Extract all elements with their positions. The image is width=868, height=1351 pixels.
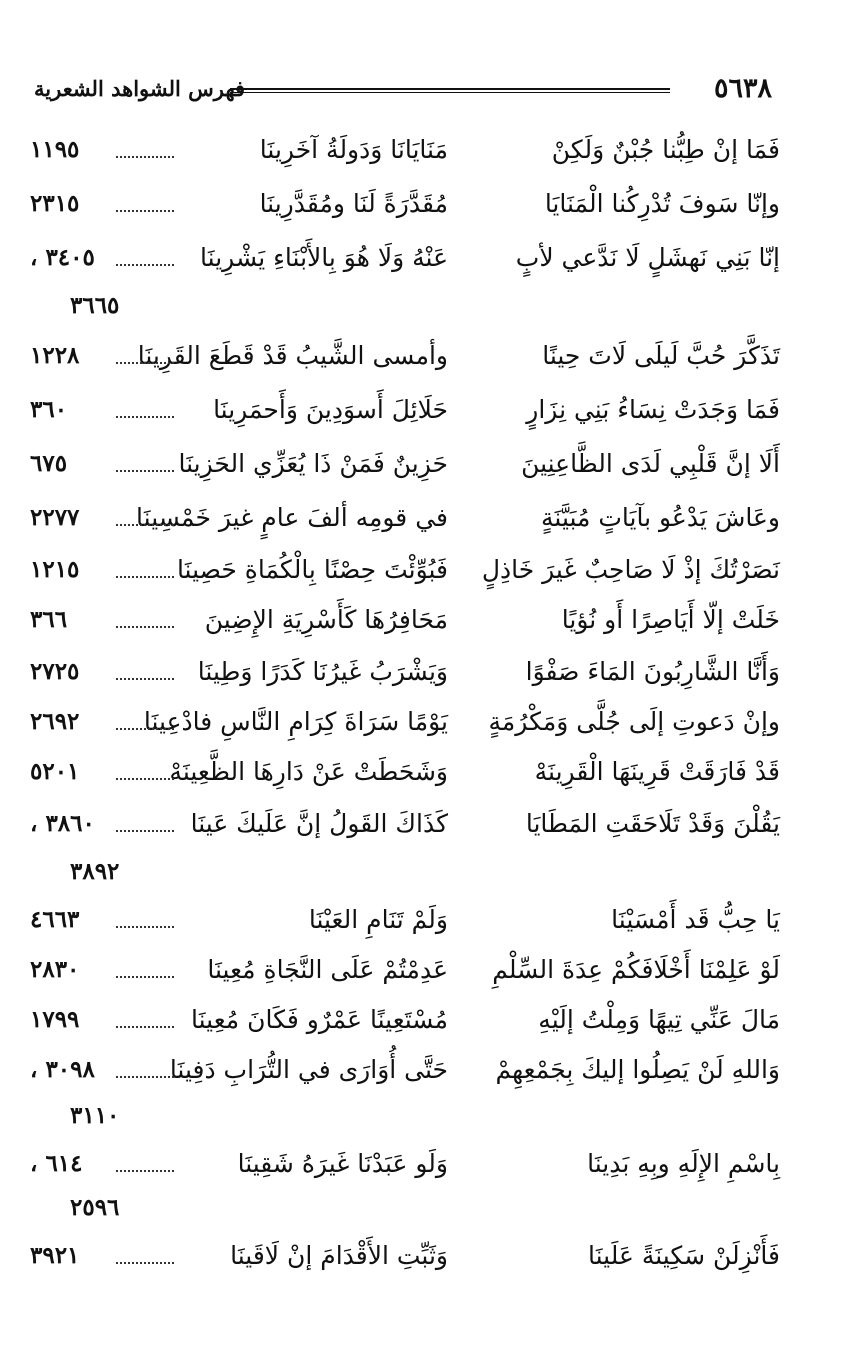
verse-entry (0, 1050, 868, 1090)
verse-first-hemistich: بِاسْمِ الإِلَهِ وبِهِ بَدِينَا (587, 1149, 780, 1178)
verse-entry (0, 130, 868, 170)
leader-dots (116, 524, 174, 526)
verse-second-hemistich: وَشَحَطَتْ عَنْ دَارِهَا الظَّعِينَهْ (169, 757, 448, 786)
verse-first-hemistich: لَوْ عَلِمْنَا أَخْلَافَكُمْ عِدَةَ السِّلْمِ (492, 955, 780, 984)
verse-first-hemistich: نَصَرْتُكَ إذْ لَا صَاحِبٌ غَيرَ خَاذِلٍ (481, 555, 780, 584)
verse-entry (0, 1144, 868, 1184)
verse-first-hemistich: وإنّا سَوفَ تُدْرِكُنا الْمَنَايَا (544, 189, 780, 218)
verse-first-hemistich: يَا حِبُّ قَد أَمْسَيْنَا (611, 905, 780, 934)
leader-dots (116, 156, 174, 158)
reference-number: ٣٨٦٠ ، (30, 810, 95, 837)
verse-second-hemistich: وأمسى الشَّيبُ قَدْ قَطَعَ القَرِينَا (137, 341, 448, 370)
leader-dots (116, 926, 174, 928)
leader-dots (116, 264, 174, 266)
reference-number: ٢٣١٥ (30, 190, 80, 217)
verse-first-hemistich: وَأَنَّا الشَّارِبُونَ المَاءَ صَفْوًا (525, 657, 780, 686)
verse-second-hemistich: كَذَاكَ القَولُ إنَّ عَلَيكَ عَينَا (190, 809, 448, 838)
leader-dots (116, 470, 174, 472)
leader-dots (116, 830, 174, 832)
reference-continuation-row (0, 852, 868, 892)
verse-second-hemistich: حَتَّى أُوَارَى في التُّرَابِ دَفِينَا (169, 1055, 448, 1084)
reference-continuation: ٣٦٦٥ (70, 292, 120, 319)
verse-first-hemistich: أَلَا إنَّ قَلْبِي لَدَى الظَّاعِنِينَ (521, 449, 780, 478)
verse-second-hemistich: وَثَبِّتِ الأَقْدَامَ إنْ لَاقَينَا (230, 1241, 448, 1270)
verse-entry (0, 444, 868, 484)
reference-number: ٢٧٢٥ (30, 658, 80, 685)
verse-first-hemistich: فَأَنْزِلَنْ سَكِينَةً عَلَينَا (587, 1241, 780, 1270)
reference-continuation: ٣٨٩٢ (70, 858, 120, 885)
verse-second-hemistich: حَلَائِلَ أَسوَدِينَ وَأَحمَرِينَا (213, 395, 448, 424)
reference-number: ٣٦٠ (30, 396, 68, 423)
reference-continuation-row (0, 1188, 868, 1228)
verse-first-hemistich: يَقُلْنَ وَقَدْ تَلَاحَقَتِ المَطَايَا (525, 809, 780, 838)
reference-number: ١٧٩٩ (30, 1006, 80, 1033)
verse-first-hemistich: وَاللهِ لَنْ يَصِلُوا إليكَ بِجَمْعِهِمْ (495, 1055, 780, 1084)
verse-second-hemistich: وَلَو عَبَدْنَا غَيرَهُ شَقِينَا (237, 1149, 448, 1178)
reference-number: ١١٩٥ (30, 136, 80, 163)
verse-second-hemistich: عَنْهُ وَلَا هُوَ بِالأَبْنَاءِ يَشْرِينَا (200, 243, 448, 272)
reference-number: ١٢٢٨ (30, 342, 80, 369)
verse-entry (0, 600, 868, 640)
verse-first-hemistich: وعَاشَ يَدْعُو بآيَاتٍ مُبَيَّنَةٍ (541, 503, 780, 532)
verse-second-hemistich: مَنَايَانَا وَدَولَةُ آخَرِينَا (259, 135, 448, 164)
leader-dots (116, 1076, 174, 1078)
verse-entry (0, 950, 868, 990)
verse-second-hemistich: مُقَدَّرَةً لَنَا ومُقَدَّرِينَا (259, 189, 448, 218)
verse-second-hemistich: مُسْتَعِينًا عَمْرٌو فَكَانَ مُعِينَا (191, 1005, 448, 1034)
verse-entry (0, 900, 868, 940)
verse-second-hemistich: وَيَشْرَبُ غَيرُنَا كَدَرًا وَطِينَا (197, 657, 448, 686)
reference-number: ٦٧٥ (30, 450, 68, 477)
leader-dots (116, 1170, 174, 1172)
verse-entry (0, 1236, 868, 1276)
verse-entry (0, 184, 868, 224)
verse-first-hemistich: خَلَتْ إلّا أَيَاصِرًا أَو نُؤيًا (561, 605, 780, 634)
leader-dots (116, 362, 174, 364)
reference-number: ٤٦٦٣ (30, 906, 80, 933)
leader-dots (116, 778, 174, 780)
verse-entry (0, 1000, 868, 1040)
leader-dots (116, 416, 174, 418)
reference-number: ٣٠٩٨ ، (30, 1056, 95, 1083)
verse-first-hemistich: تَذَكَّرَ حُبَّ لَيلَى لَاتَ حِينًا (542, 341, 780, 370)
verse-second-hemistich: في قومِه ألفَ عامٍ غيرَ خَمْسِينَا (136, 503, 448, 532)
verse-second-hemistich: يَوْمًا سَرَاةَ كِرَامِ النَّاسِ فادْعِينَا (143, 707, 448, 736)
reference-continuation: ٣١١٠ (70, 1102, 120, 1129)
verse-entry (0, 336, 868, 376)
reference-continuation: ٢٥٩٦ (70, 1194, 120, 1221)
leader-dots (116, 976, 174, 978)
verse-entry (0, 652, 868, 692)
reference-number: ٦١٤ ، (30, 1150, 83, 1177)
running-title: فهرس الشواهد الشعرية (34, 76, 246, 101)
verse-first-hemistich: وإنْ دَعوتِ إلَى جُلَّى وَمَكْرُمَةٍ (488, 707, 780, 736)
reference-continuation-row (0, 286, 868, 326)
verse-first-hemistich: إنّا بَنِي نَهشَلٍ لَا نَدَّعي لأبٍ (515, 243, 780, 272)
verse-entry (0, 752, 868, 792)
verse-first-hemistich: قَدْ فَارَقَتْ قَرِينَهَا الْقَرِينَهْ (534, 757, 780, 786)
verse-first-hemistich: مَالَ عَنِّي تِيهًا وَمِلْتُ إلَيْهِ (538, 1005, 780, 1034)
reference-number: ٢٨٣٠ (30, 956, 80, 983)
verse-entry (0, 702, 868, 742)
reference-number: ٢٢٧٧ (30, 504, 80, 531)
leader-dots (116, 626, 174, 628)
reference-number: ٢٦٩٢ (30, 708, 80, 735)
header-rule (230, 88, 670, 93)
verse-entry (0, 238, 868, 278)
leader-dots (116, 728, 174, 730)
reference-number: ١٢١٥ (30, 556, 80, 583)
verse-second-hemistich: عَدِمْتُمْ عَلَى النَّجَاةِ مُعِينَا (207, 955, 448, 984)
verse-first-hemistich: فَمَا وَجَدَتْ نِسَاءُ بَنِي نِزَارٍ (526, 395, 780, 424)
verse-entry (0, 390, 868, 430)
verse-first-hemistich: فَمَا إنْ طِبُّنا جُبْنٌ وَلَكِنْ (551, 135, 780, 164)
leader-dots (116, 1262, 174, 1264)
verse-second-hemistich: مَحَافِرُهَا كَأَسْرِيَةِ الإِضِينَ (204, 605, 448, 634)
verse-entry (0, 804, 868, 844)
reference-continuation-row (0, 1096, 868, 1136)
verse-second-hemistich: وَلَمْ تَنَامِ العَيْنَا (308, 905, 448, 934)
page-header (34, 66, 772, 112)
verse-entry (0, 498, 868, 538)
leader-dots (116, 678, 174, 680)
verse-entry (0, 550, 868, 590)
leader-dots (116, 210, 174, 212)
verse-second-hemistich: حَزِينٌ فَمَنْ ذَا يُعَزِّي الحَزِينَا (178, 449, 448, 478)
reference-number: ٣٩٢١ (30, 1242, 80, 1269)
verse-second-hemistich: فَبُوِّئْتَ حِصْنًا بِالْكُمَاةِ حَصِينَا (176, 555, 448, 584)
page-number: ٥٦٣٨ (713, 73, 772, 104)
leader-dots (116, 576, 174, 578)
reference-number: ٣٦٦ (30, 606, 68, 633)
leader-dots (116, 1026, 174, 1028)
reference-number: ٥٢٠١ (30, 758, 80, 785)
reference-number: ٣٤٠٥ ، (30, 244, 95, 271)
